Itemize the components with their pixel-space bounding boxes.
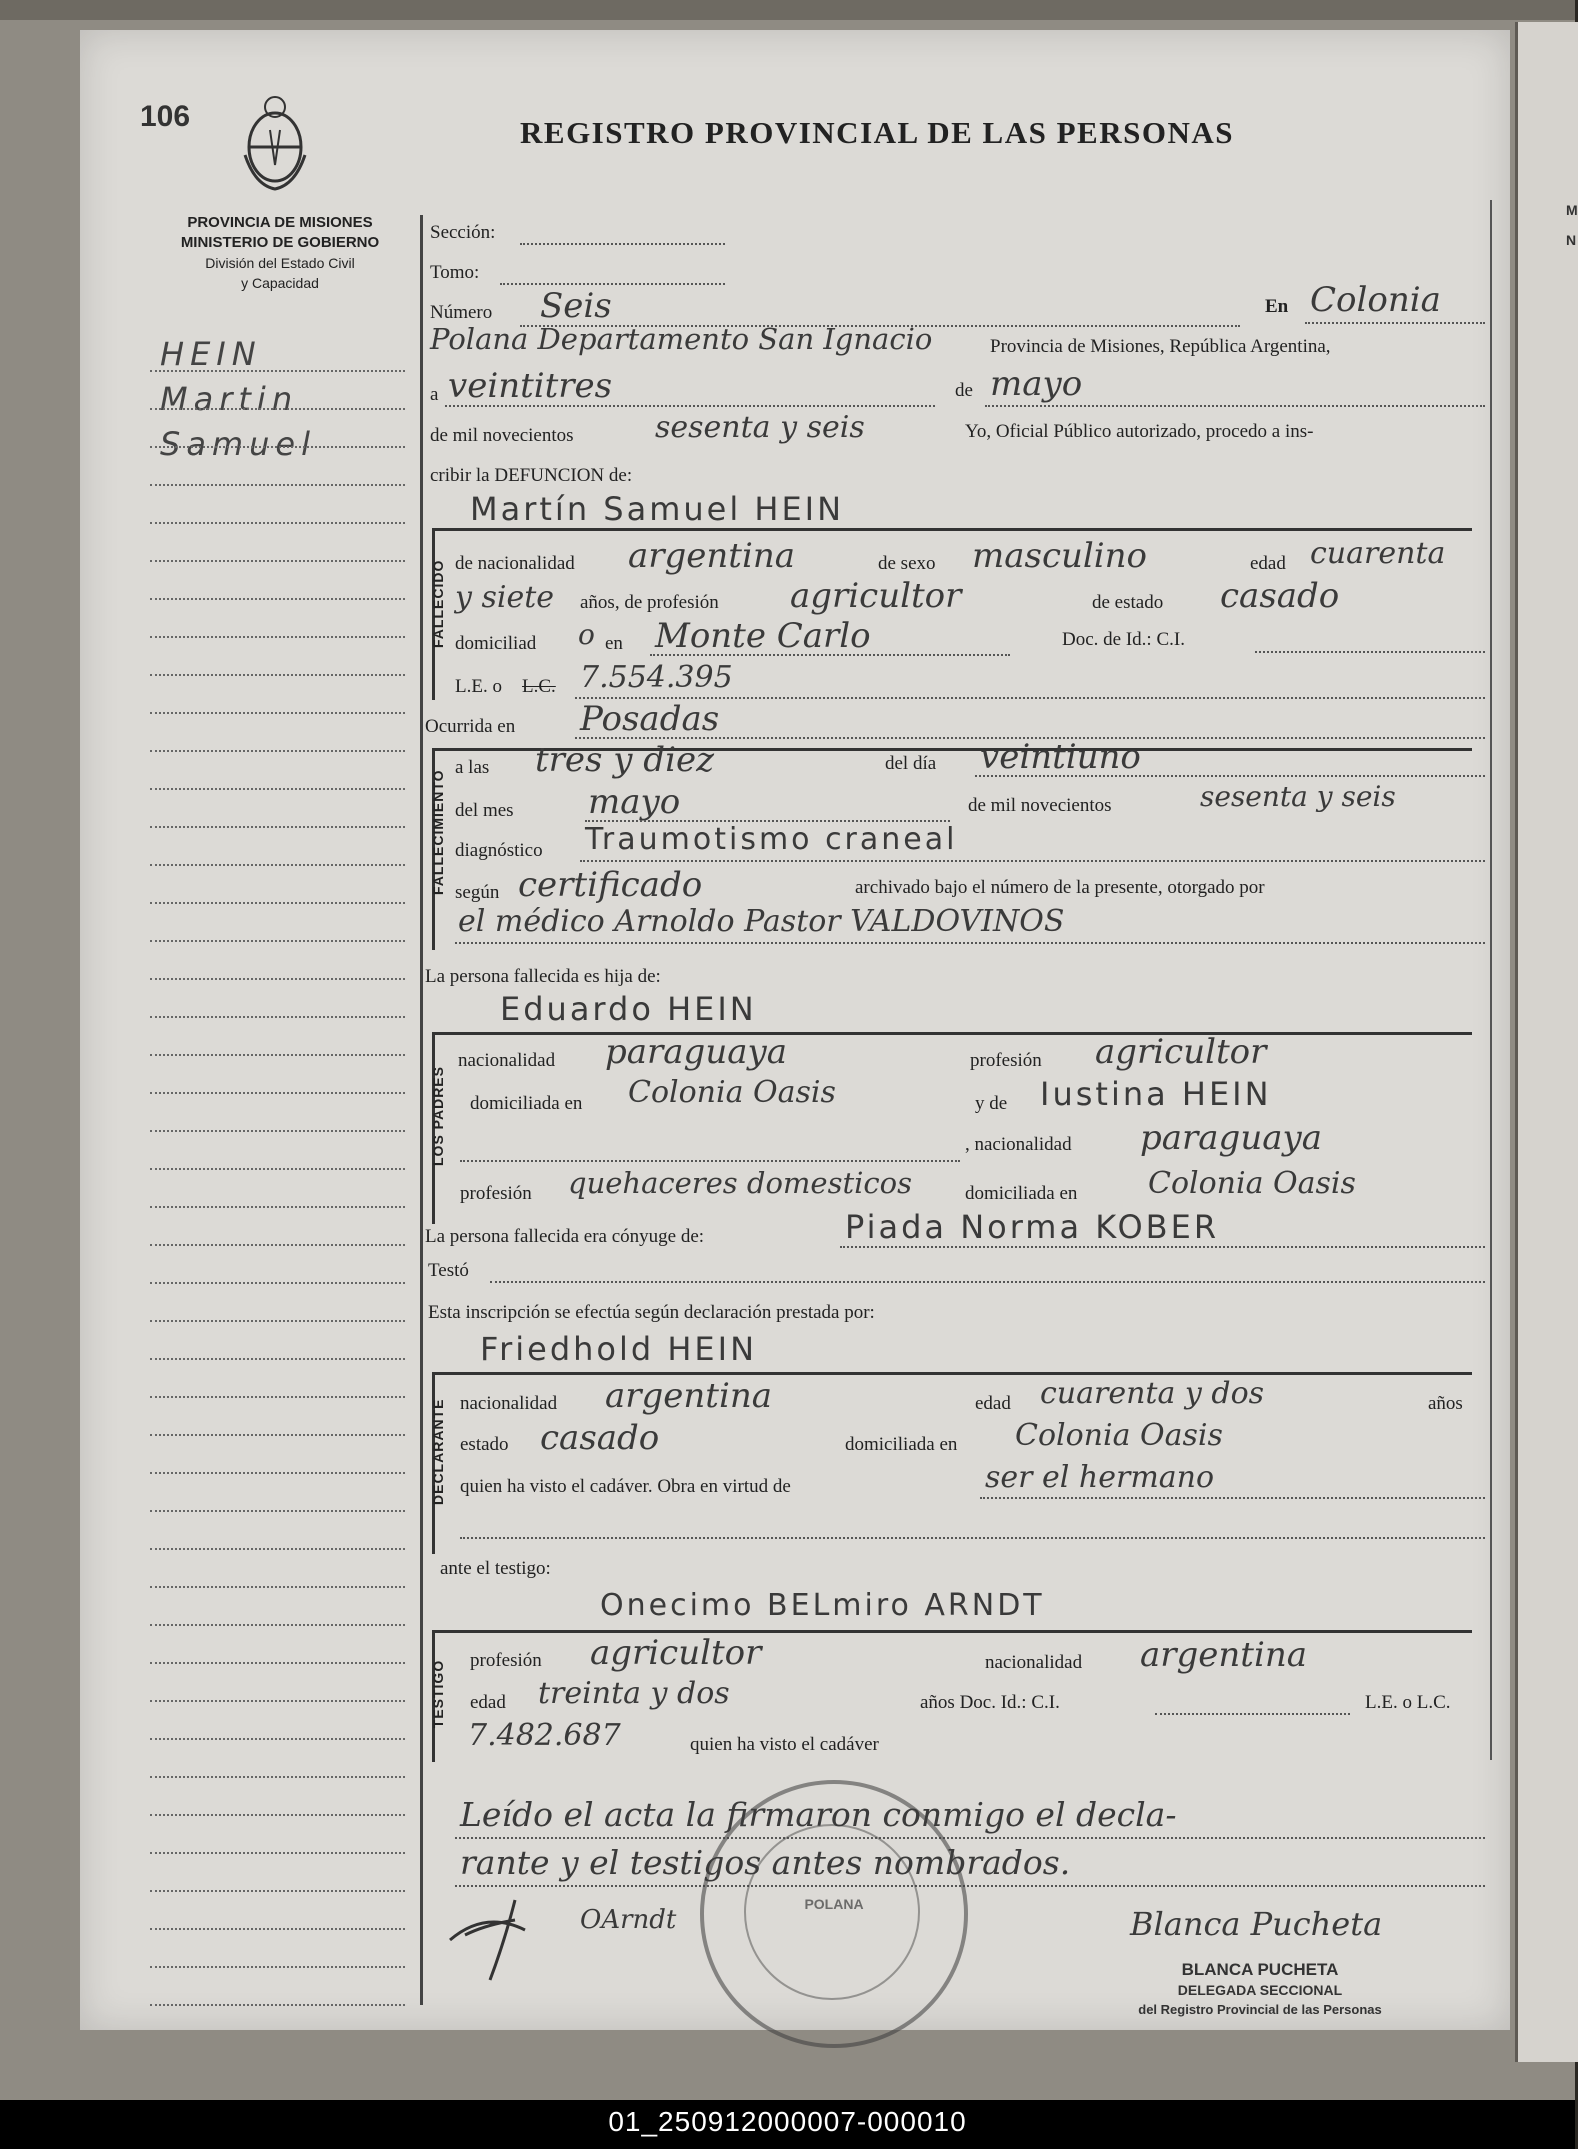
margin-rule bbox=[150, 1890, 405, 1892]
medico-line bbox=[455, 942, 1485, 944]
declarante-anos-label: años bbox=[1428, 1393, 1463, 1414]
madre-profesion-label: profesión bbox=[460, 1183, 532, 1204]
y-de-label: y de bbox=[975, 1093, 1008, 1114]
fallecido-section-label: FALLECIDO bbox=[430, 559, 446, 648]
margin-rule bbox=[150, 674, 405, 676]
fallecido-lc-label: L.C. bbox=[522, 676, 556, 697]
testigo-intro-label: ante el testigo: bbox=[440, 1558, 551, 1579]
margin-rule bbox=[150, 750, 405, 752]
padres-blank-line bbox=[460, 1160, 960, 1162]
seccion-line bbox=[520, 243, 725, 245]
ocurrida-value: Posadas bbox=[580, 699, 720, 739]
declarante-section-label: DECLARANTE bbox=[430, 1398, 446, 1505]
fallecido-edad-value: cuarenta bbox=[1310, 536, 1446, 571]
margin-rule bbox=[150, 1244, 405, 1246]
margin-rule bbox=[150, 788, 405, 790]
margin-rule bbox=[150, 484, 405, 486]
margin-rule bbox=[150, 1130, 405, 1132]
margin-rule bbox=[150, 1776, 405, 1778]
book-top-edge bbox=[0, 0, 1575, 20]
hora-value: tres y diez bbox=[535, 740, 714, 780]
declarante-top-rule bbox=[432, 1372, 1472, 1375]
declarante-virtud-line bbox=[980, 1497, 1485, 1499]
declarante-domicilio-value: Colonia Oasis bbox=[1015, 1418, 1223, 1453]
padre-profesion-value: agricultor bbox=[1095, 1032, 1267, 1072]
mes-label: del mes bbox=[455, 800, 514, 821]
witness-signature: OArndt bbox=[580, 1905, 677, 1935]
en-label: En bbox=[1265, 296, 1289, 317]
testigo-name: Onecimo BELmiro ARNDT bbox=[600, 1588, 1045, 1623]
margin-rule bbox=[150, 522, 405, 524]
margin-rule bbox=[150, 826, 405, 828]
padres-section-label: LOS PADRES bbox=[430, 1066, 446, 1166]
fallecido-estado-label: de estado bbox=[1092, 592, 1164, 613]
de-label: de bbox=[955, 380, 973, 401]
margin-rule bbox=[150, 1700, 405, 1702]
place-value: Polana Departamento San Ignacio bbox=[430, 322, 933, 356]
fallecimiento-section-label: FALLECIMIENTO bbox=[430, 769, 446, 895]
closing-line-2-rule bbox=[455, 1885, 1485, 1887]
official-name-block: BLANCA PUCHETA DELEGADA SECCIONAL del Registro Provincial de las Personas bbox=[1138, 1960, 1382, 2017]
inscribir-label: cribir la DEFUNCION de: bbox=[430, 465, 633, 486]
fallecido-doc-label: Doc. de Id.: C.I. bbox=[1062, 629, 1185, 650]
fallecido-domicilio-label: domiciliad bbox=[455, 633, 537, 654]
mes-value: mayo bbox=[588, 782, 681, 822]
testigo-doc-line bbox=[1155, 1713, 1350, 1715]
padre-nacionalidad-label: nacionalidad bbox=[458, 1050, 556, 1071]
margin-rule bbox=[150, 1168, 405, 1170]
day-line bbox=[445, 405, 935, 407]
declarante-estado-value: casado bbox=[540, 1418, 660, 1458]
margin-rule bbox=[150, 864, 405, 866]
margin-rule bbox=[150, 1206, 405, 1208]
testigo-le-label: L.E. o L.C. bbox=[1365, 1692, 1451, 1713]
closing-line-1-rule bbox=[455, 1837, 1485, 1839]
day-value: veintitres bbox=[448, 366, 613, 406]
margin-rule bbox=[150, 1054, 405, 1056]
conyuge-value: Piada Norma KOBER bbox=[845, 1208, 1220, 1246]
testigo-section-label: TESTIGO bbox=[430, 1659, 446, 1729]
year-value: sesenta y seis bbox=[655, 410, 865, 445]
declarante-domiciliada-label: domiciliada en bbox=[845, 1434, 958, 1455]
padres-top-rule bbox=[432, 1032, 1472, 1035]
margin-rule bbox=[150, 1282, 405, 1284]
padre-name: Eduardo HEIN bbox=[500, 990, 757, 1028]
declarante-estado-label: estado bbox=[460, 1434, 509, 1455]
fallecido-name: Martín Samuel HEIN bbox=[470, 490, 845, 528]
testigo-anos-label: años Doc. Id.: C.I. bbox=[920, 1692, 1060, 1713]
form-right-border bbox=[1490, 200, 1492, 1760]
margin-rule bbox=[150, 1358, 405, 1360]
margin-name-2: Samuel bbox=[160, 425, 316, 463]
padre-domicilio-value: Colonia Oasis bbox=[628, 1075, 836, 1110]
en-line bbox=[1305, 322, 1485, 324]
margin-surname: HEIN bbox=[160, 335, 262, 373]
month-value: mayo bbox=[990, 364, 1083, 404]
madre-domicilio-value: Colonia Oasis bbox=[1148, 1166, 1356, 1201]
testigo-profesion-value: agricultor bbox=[590, 1633, 762, 1673]
fallecido-nacionalidad-label: de nacionalidad bbox=[455, 553, 575, 574]
official-stamp: POLANA bbox=[700, 1780, 968, 2048]
fallecido-edad-label: edad bbox=[1250, 553, 1286, 574]
dia-value: veintiuno bbox=[980, 737, 1141, 777]
margin-rule bbox=[150, 1548, 405, 1550]
fallecido-en-label: en bbox=[605, 633, 623, 654]
diagnostico-value: Traumotismo craneal bbox=[585, 822, 958, 857]
fallecido-doc-line bbox=[1255, 651, 1485, 653]
fallecido-anos-label: años, de profesión bbox=[580, 592, 719, 613]
fallecido-domicilio-value: Monte Carlo bbox=[655, 616, 871, 656]
margin-rule bbox=[150, 370, 405, 372]
margin-rule bbox=[150, 560, 405, 562]
official-signature: Blanca Pucheta bbox=[1130, 1905, 1383, 1943]
segun-value: certificado bbox=[518, 865, 703, 905]
anio-value: sesenta y seis bbox=[1200, 780, 1396, 813]
margin-rule bbox=[150, 2004, 405, 2006]
testigo-edad-label: edad bbox=[470, 1692, 506, 1713]
image-id-label: 01_250912000007-000010 bbox=[608, 2106, 967, 2137]
margin-rule bbox=[150, 1738, 405, 1740]
argentina-crest-icon bbox=[240, 85, 310, 195]
margin-rule bbox=[150, 408, 405, 410]
witness-signature-mark bbox=[445, 1880, 595, 1990]
padre-domiciliada-label: domiciliada en bbox=[470, 1093, 583, 1114]
declarante-edad-value: cuarenta y dos bbox=[1040, 1376, 1265, 1411]
madre-domiciliada-label: domiciliada en bbox=[965, 1183, 1078, 1204]
margin-rule bbox=[150, 1016, 405, 1018]
testigo-visto-label: quien ha visto el cadáver bbox=[690, 1734, 879, 1755]
ocurrida-label: Ocurrida en bbox=[425, 716, 516, 737]
testo-label: Testó bbox=[428, 1260, 469, 1281]
fallecido-le-label: L.E. o bbox=[455, 676, 502, 697]
declarante-edad-label: edad bbox=[975, 1393, 1011, 1414]
fallecido-profesion-value: agricultor bbox=[790, 576, 962, 616]
margin-rule bbox=[150, 1662, 405, 1664]
conyuge-label: La persona fallecida era cónyuge de: bbox=[425, 1226, 705, 1247]
fallecido-edad-value-2: y siete bbox=[455, 580, 555, 615]
margin-rule bbox=[150, 712, 405, 714]
corner-mark: 106 bbox=[140, 100, 191, 133]
hija-label: La persona fallecida es hija de: bbox=[425, 966, 661, 987]
registry-title: REGISTRO PROVINCIAL DE LAS PERSONAS bbox=[520, 115, 1234, 150]
en-value: Colonia bbox=[1310, 280, 1441, 320]
testo-line bbox=[490, 1281, 1485, 1283]
margin-rule bbox=[150, 1966, 405, 1968]
madre-nacionalidad-label: , nacionalidad bbox=[965, 1134, 1072, 1155]
margin-rule bbox=[150, 446, 405, 448]
testigo-profesion-label: profesión bbox=[470, 1650, 542, 1671]
declarante-blank-line bbox=[460, 1537, 1485, 1539]
padre-profesion-label: profesión bbox=[970, 1050, 1042, 1071]
tomo-line bbox=[500, 283, 725, 285]
archivado-label: archivado bajo el número de la presente, otorgado por bbox=[855, 877, 1265, 898]
margin-rule bbox=[150, 1814, 405, 1816]
numero-value: Seis bbox=[540, 286, 612, 326]
closing-line-1: Leído el acta la firmaron conmigo el decla- bbox=[460, 1795, 1177, 1834]
testigo-edad-value: treinta y dos bbox=[538, 1676, 730, 1711]
conyuge-line bbox=[840, 1246, 1485, 1248]
tomo-label: Tomo: bbox=[430, 262, 480, 283]
testigo-doc-value: 7.482.687 bbox=[468, 1718, 621, 1753]
fallecido-top-rule bbox=[432, 528, 1472, 531]
diagnostico-label: diagnóstico bbox=[455, 840, 543, 861]
provincia-label: Provincia de Misiones, República Argentina, bbox=[990, 336, 1331, 357]
fallecido-estado-value: casado bbox=[1220, 576, 1340, 616]
margin-rule bbox=[150, 1928, 405, 1930]
declaracion-label: Esta inscripción se efectúa según declaración prestada por: bbox=[428, 1302, 875, 1323]
margin-rule bbox=[150, 598, 405, 600]
margin-rule bbox=[150, 1586, 405, 1588]
oficial-label: Yo, Oficial Público autorizado, procedo a ins- bbox=[965, 421, 1314, 442]
fallecido-domicilio-suffix: o bbox=[578, 618, 595, 651]
margin-rule bbox=[150, 1092, 405, 1094]
mil-label: de mil novecientos bbox=[968, 795, 1112, 816]
month-line bbox=[985, 405, 1485, 407]
margin-rule bbox=[150, 1852, 405, 1854]
declarante-visto-label: quien ha visto el cadáver. Obra en virtud de bbox=[460, 1476, 791, 1497]
margin-rule bbox=[150, 978, 405, 980]
office-block: PROVINCIA DE MISIONES MINISTERIO DE GOBIERNO División del Estado Civil y Capacidad bbox=[180, 214, 380, 291]
medico-value: el médico Arnoldo Pastor VALDOVINOS bbox=[458, 904, 1065, 939]
seccion-label: Sección: bbox=[430, 222, 496, 243]
year-label: de mil novecientos bbox=[430, 425, 574, 446]
closing-line-2: rante y el testigos antes nombrados. bbox=[460, 1843, 1071, 1882]
margin-rule bbox=[150, 902, 405, 904]
padre-nacionalidad-value: paraguaya bbox=[605, 1032, 787, 1072]
margin-name-1: Martin bbox=[160, 380, 299, 418]
fallecido-sexo-value: masculino bbox=[972, 536, 1148, 576]
dia-line bbox=[975, 775, 1485, 777]
madre-nacionalidad-value: paraguaya bbox=[1140, 1118, 1322, 1158]
diagnostico-line bbox=[580, 860, 1485, 862]
next-page-edge: M N bbox=[1515, 22, 1578, 2062]
testigo-top-rule bbox=[432, 1630, 1472, 1633]
madre-profesion-value: quehaceres domesticos bbox=[568, 1166, 912, 1200]
testigo-nacionalidad-value: argentina bbox=[1140, 1635, 1308, 1675]
fallecido-nacionalidad-value: argentina bbox=[628, 536, 796, 576]
margin-rule bbox=[150, 1434, 405, 1436]
margin-ruled-lines bbox=[150, 330, 405, 2020]
declarante-name: Friedhold HEIN bbox=[480, 1330, 758, 1368]
form-left-border bbox=[420, 215, 423, 2005]
margin-rule bbox=[150, 1396, 405, 1398]
margin-rule bbox=[150, 1510, 405, 1512]
fallecido-sexo-label: de sexo bbox=[878, 553, 936, 574]
declarante-virtud-value: ser el hermano bbox=[985, 1460, 1215, 1495]
margin-rule bbox=[150, 1320, 405, 1322]
margin-rule bbox=[150, 636, 405, 638]
a-las-label: a las bbox=[455, 757, 490, 778]
margin-rule bbox=[150, 940, 405, 942]
numero-label: Número bbox=[430, 302, 493, 323]
dia-label: del día bbox=[885, 753, 937, 774]
fallecido-domicilio-line bbox=[650, 654, 1010, 656]
margin-rule bbox=[150, 1472, 405, 1474]
a-label: a bbox=[430, 384, 439, 405]
declarante-nacionalidad-label: nacionalidad bbox=[460, 1393, 558, 1414]
fallecido-le-value: 7.554.395 bbox=[580, 660, 733, 695]
margin-rule bbox=[150, 1624, 405, 1626]
madre-name: Iustina HEIN bbox=[1040, 1075, 1272, 1113]
declarante-nacionalidad-value: argentina bbox=[605, 1376, 773, 1416]
testigo-nacionalidad-label: nacionalidad bbox=[985, 1652, 1083, 1673]
segun-label: según bbox=[455, 882, 500, 903]
